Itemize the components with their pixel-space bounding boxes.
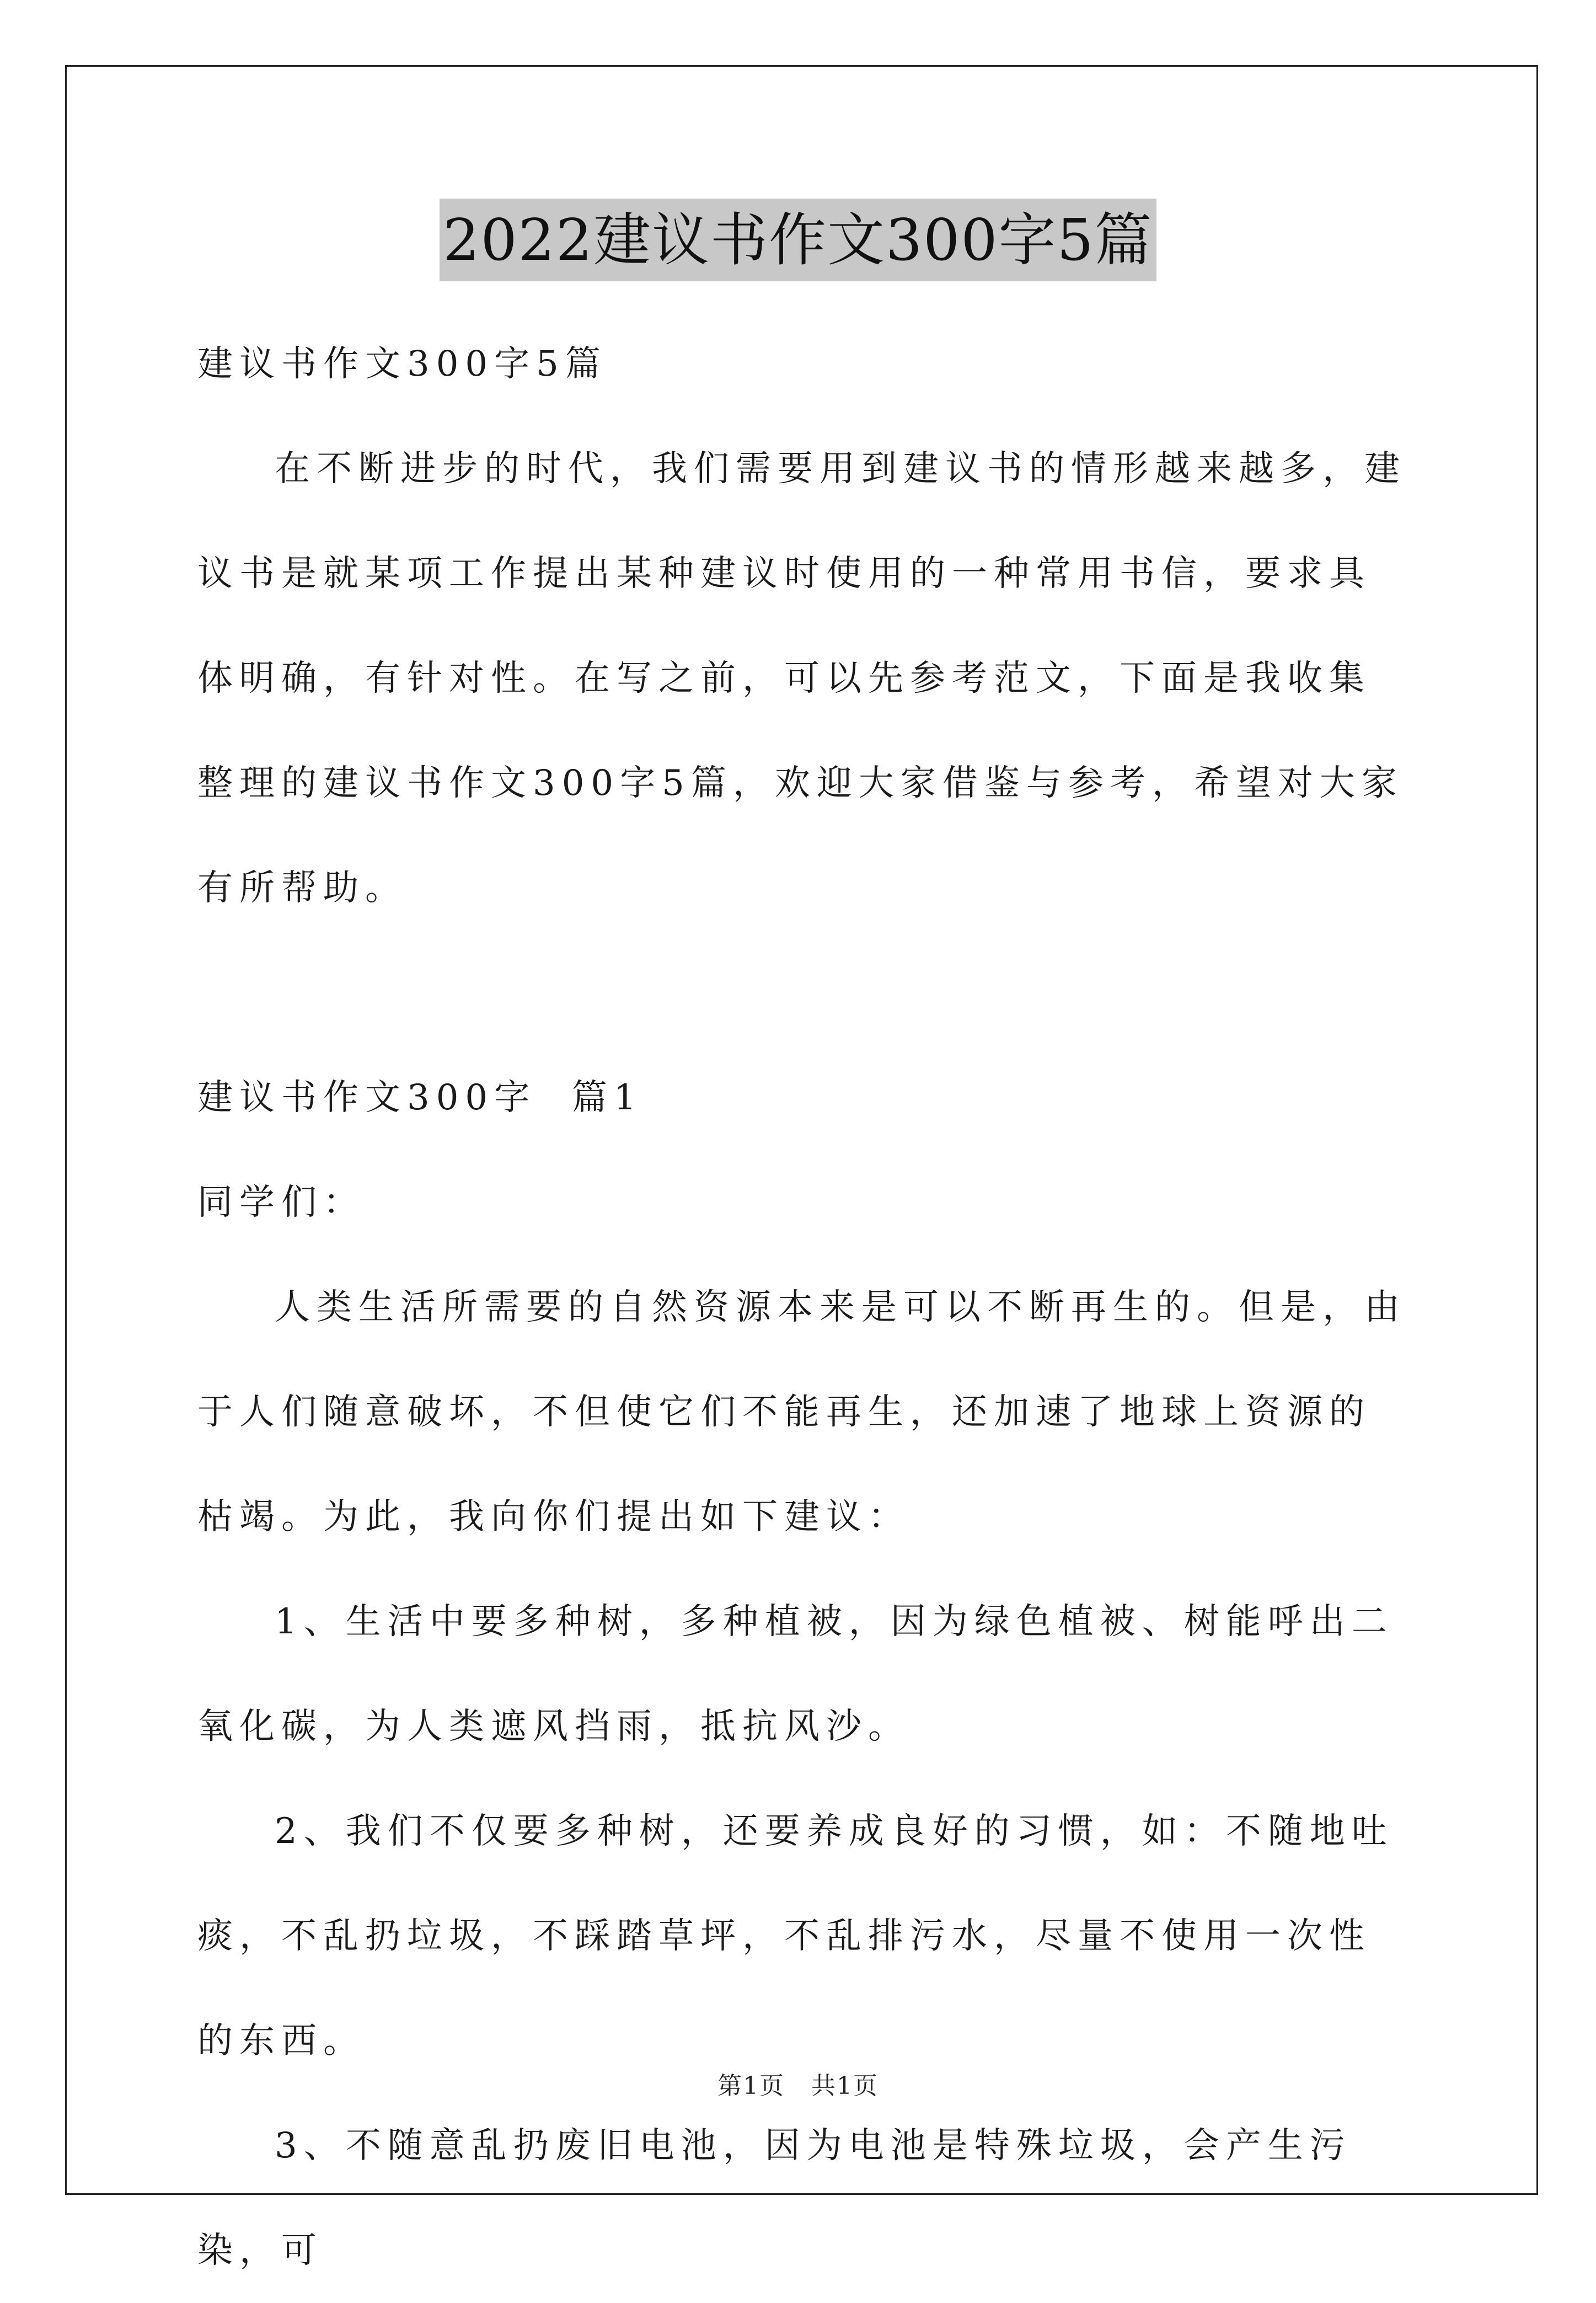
spacer	[197, 941, 1411, 1045]
section-heading: 建议书作文300字 篇1	[197, 1077, 643, 1118]
suggestion-item: 2、我们不仅要多种树，还要养成良好的习惯，如：不随地吐痰，不乱扔垃圾，不踩踏草坪，不乱排污水，尽量不使用一次性的东西。	[197, 1811, 1394, 2061]
suggestion-item: 1、生活中要多种树，多种植被，因为绿色植被、树能呼出二氧化碳，为人类遮风挡雨，抵抗风沙。	[197, 1601, 1394, 1747]
intro-paragraph: 在不断进步的时代，我们需要用到建议书的情形越来越多，建议书是就某项工作提出某种建议时使用的一种常用书信，要求具体明确，有针对性。在写之前，可以先参考范文，下面是我收集整理的建议书作文300字5篇，欢迎大家借鉴与参考，希望对大家有所帮助。	[197, 448, 1406, 909]
salutation: 同学们：	[197, 1182, 365, 1223]
page-footer: 第1页 共1页	[717, 2072, 879, 2100]
suggestion-item: 3、不随意乱扔废旧电池，因为电池是特殊垃圾，会产生污染，可	[197, 2125, 1352, 2271]
document-body	[197, 312, 1411, 2303]
body-paragraph: 人类生活所需要的自然资源本来是可以不断再生的。但是，由于人们随意破坏，不但使它们不能再生，还加速了地球上资源的枯竭。为此，我向你们提出如下建议：	[197, 1287, 1406, 1537]
subtitle: 建议书作文300字5篇	[197, 344, 607, 384]
title-container	[0, 199, 1596, 281]
document-title: 2022建议书作文300字5篇	[440, 199, 1156, 281]
